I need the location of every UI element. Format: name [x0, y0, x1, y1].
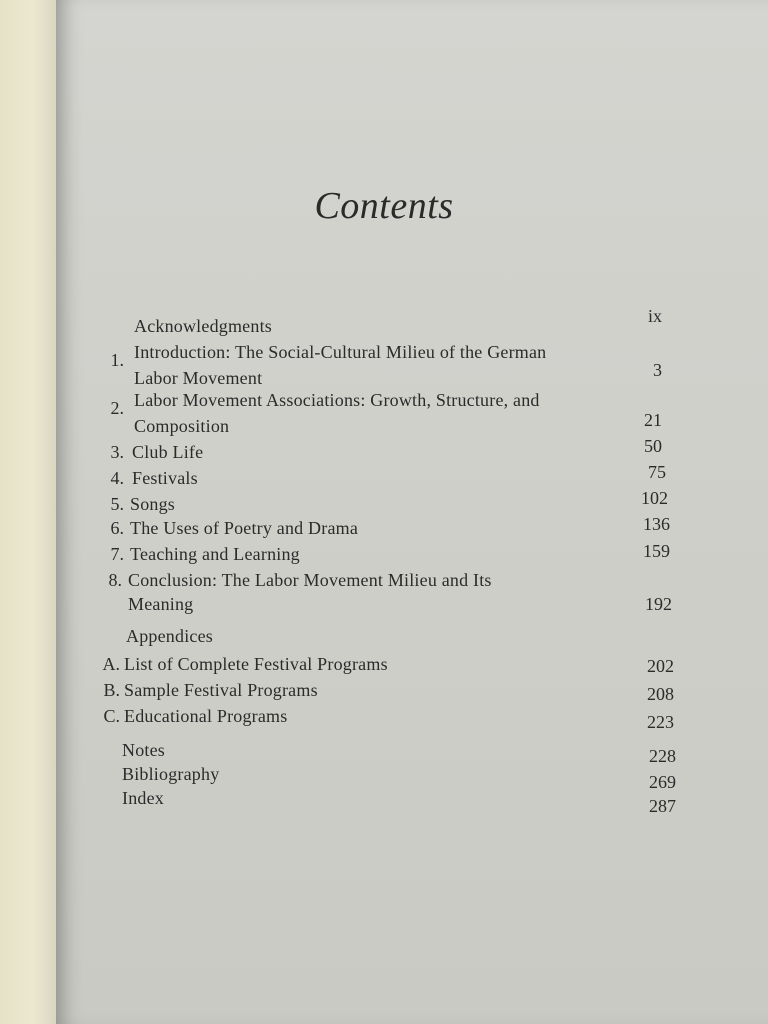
toc-entry-4: Festivals [132, 468, 198, 488]
toc-entry-bibliography: Bibliography [122, 764, 220, 784]
appendix-entry-a: List of Complete Festival Programs [124, 654, 388, 674]
toc-page: 287 [649, 796, 676, 816]
toc-entry-1-line1: Introduction: The Social-Cultural Milieu of the German [134, 342, 547, 362]
toc-number: 5. [110, 494, 124, 514]
appendix-entry-b: Sample Festival Programs [124, 680, 318, 700]
toc-page: 192 [645, 594, 672, 614]
toc-entry-1-line2: Labor Movement [134, 368, 263, 388]
toc-number: 4. [110, 468, 124, 488]
toc-page: 21 [644, 410, 662, 430]
toc-page: 136 [643, 514, 670, 534]
toc-page: 202 [647, 656, 674, 676]
toc-entry-2-line1: Labor Movement Associations: Growth, Structure, and [134, 390, 540, 410]
toc-page-acknowledgments: ix [647, 306, 662, 326]
toc-number: 7. [110, 544, 124, 564]
appendices-heading: Appendices [126, 626, 213, 646]
toc-number: 8. [108, 570, 122, 590]
appendix-letter: C. [103, 706, 120, 726]
toc-page: 208 [647, 684, 674, 704]
toc-page: 3 [653, 360, 662, 380]
toc-page: 75 [648, 462, 666, 482]
toc-page: 102 [641, 488, 668, 508]
toc-page: 223 [647, 712, 674, 732]
appendix-letter: B. [103, 680, 120, 700]
appendix-entry-c: Educational Programs [124, 706, 288, 726]
toc-page: 228 [649, 746, 676, 766]
toc-entry-2-line2: Composition [134, 416, 230, 436]
toc-entry-acknowledgments: Acknowledgments [134, 316, 272, 336]
toc-entry-index: Index [122, 788, 164, 808]
book-gutter [0, 0, 56, 1024]
page-title: Contents [314, 185, 454, 227]
toc-page: 269 [649, 772, 676, 792]
toc-page: 159 [643, 541, 670, 561]
toc-entry-8-line2: Meaning [128, 594, 194, 614]
toc-number: 6. [110, 518, 124, 538]
toc-page: 50 [644, 436, 662, 456]
toc-number: 3. [110, 442, 124, 462]
toc-entry-6: The Uses of Poetry and Drama [130, 518, 359, 538]
toc-entry-5: Songs [130, 494, 176, 514]
toc-entry-7: Teaching and Learning [130, 544, 300, 564]
toc-entry-3: Club Life [132, 442, 204, 462]
toc-number: 1. [110, 350, 124, 370]
toc-entry-8-line1: Conclusion: The Labor Movement Milieu and Its [128, 570, 492, 590]
appendix-letter: A. [102, 654, 120, 674]
toc-entry-notes: Notes [122, 740, 165, 760]
toc-number: 2. [110, 398, 124, 418]
